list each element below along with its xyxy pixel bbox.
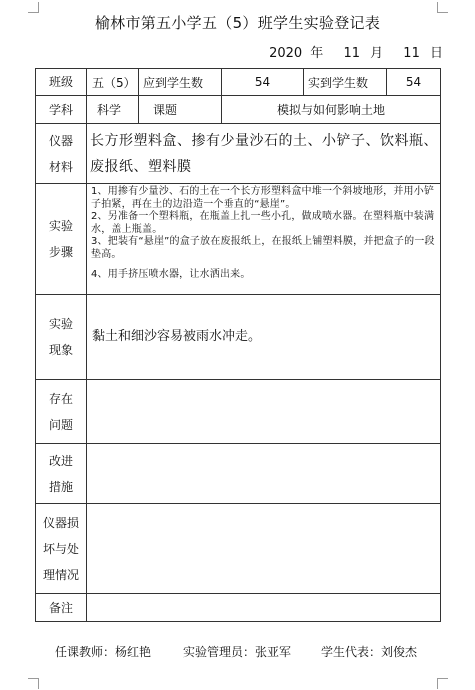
row-improve [36, 444, 441, 504]
steps-value [87, 184, 441, 295]
remarks-value [87, 594, 441, 622]
topic-label: 课题 [139, 96, 222, 124]
date-month-unit: 月 [370, 46, 384, 61]
expected-students-label: 应到学生数 [139, 69, 222, 96]
actual-students-value: 54 [387, 69, 441, 96]
damage-label-line-1: 仪器损 [42, 515, 79, 530]
instruments-line-2: 废报纸、塑料膜 [90, 158, 192, 175]
row-instruments [36, 124, 441, 184]
steps-label [36, 184, 87, 295]
row-phenomenon [36, 295, 441, 380]
date-line [269, 42, 443, 61]
problems-value [87, 380, 441, 444]
damage-value [87, 504, 441, 594]
damage-label-line-3: 理情况 [42, 567, 79, 582]
date-year-unit: 年 [310, 46, 324, 61]
phenomenon-label [36, 295, 87, 380]
step-2: 2、另准备一个塑料瓶，在瓶盖上扎一些小孔，做成喷水器。在塑料瓶中装满水，盖上瓶盖。 [91, 211, 435, 235]
instruments-label-line-1: 仪器 [48, 133, 73, 148]
date-day-unit: 日 [429, 46, 443, 61]
phenomenon-label-line-1: 实验 [48, 317, 73, 331]
steps-label-line-2: 步骤 [48, 245, 73, 259]
row-class [36, 69, 441, 96]
expected-students-value: 54 [222, 69, 304, 96]
instruments-line-1: 长方形塑料盒、掺有少量沙石的土、小铲子、饮料瓶、 [90, 132, 438, 149]
row-problems [36, 380, 441, 444]
instruments-value [87, 124, 441, 184]
crop-mark-bottom-left [28, 678, 39, 689]
phenomenon-value: 黏土和细沙容易被雨水冲走。 [87, 295, 441, 380]
date-month: 11 [343, 46, 360, 61]
phenomenon-label-line-2: 现象 [48, 343, 73, 357]
step-1: 1、用掺有少量沙、石的土在一个长方形塑料盒中堆一个斜坡地形，并用小铲子拍紧，再在土的边沿造一个垂直的“悬崖”。 [91, 186, 435, 210]
improve-label-line-2: 措施 [48, 479, 73, 494]
problems-label [36, 380, 87, 444]
registration-table [35, 68, 441, 622]
instruments-label [36, 124, 87, 184]
class-label: 班级 [36, 69, 87, 96]
improve-value [87, 444, 441, 504]
step-4: 4、用手挤压喷水器，让水洒出来。 [91, 268, 251, 280]
improve-label-line-1: 改进 [48, 453, 73, 468]
improve-label [36, 444, 87, 504]
step-3: 3、把装有“悬崖”的盒子放在废报纸上，在报纸上铺塑料膜，并把盒子的一段垫高。 [91, 236, 435, 260]
row-steps [36, 184, 441, 295]
subject-label: 学科 [36, 96, 87, 124]
problems-label-line-2: 问题 [48, 417, 73, 432]
steps-label-line-1: 实验 [48, 219, 73, 233]
date-day: 11 [403, 46, 420, 61]
footer-manager: 实验管理员：张亚军 [183, 645, 292, 659]
class-value: 五（5） [87, 69, 139, 96]
row-damage [36, 504, 441, 594]
instruments-label-line-2: 材料 [48, 159, 73, 174]
footer-teacher: 任课教师：杨红艳 [55, 645, 152, 659]
actual-students-label: 实到学生数 [304, 69, 387, 96]
damage-label-line-2: 坏与处 [42, 541, 79, 556]
damage-label [36, 504, 87, 594]
document-title: 榆林市第五小学五（5）班学生实验登记表 [94, 14, 381, 32]
subject-value: 科学 [87, 96, 139, 124]
row-remarks [36, 594, 441, 622]
signature-footer [55, 643, 445, 660]
topic-value: 模拟与如何影响土地 [222, 96, 441, 124]
footer-student-rep: 学生代表：刘俊杰 [321, 645, 418, 659]
remarks-label: 备注 [36, 594, 87, 622]
date-year: 2020 [269, 46, 303, 61]
crop-mark-bottom-right [437, 678, 448, 689]
problems-label-line-1: 存在 [48, 391, 73, 406]
row-subject [36, 96, 441, 124]
